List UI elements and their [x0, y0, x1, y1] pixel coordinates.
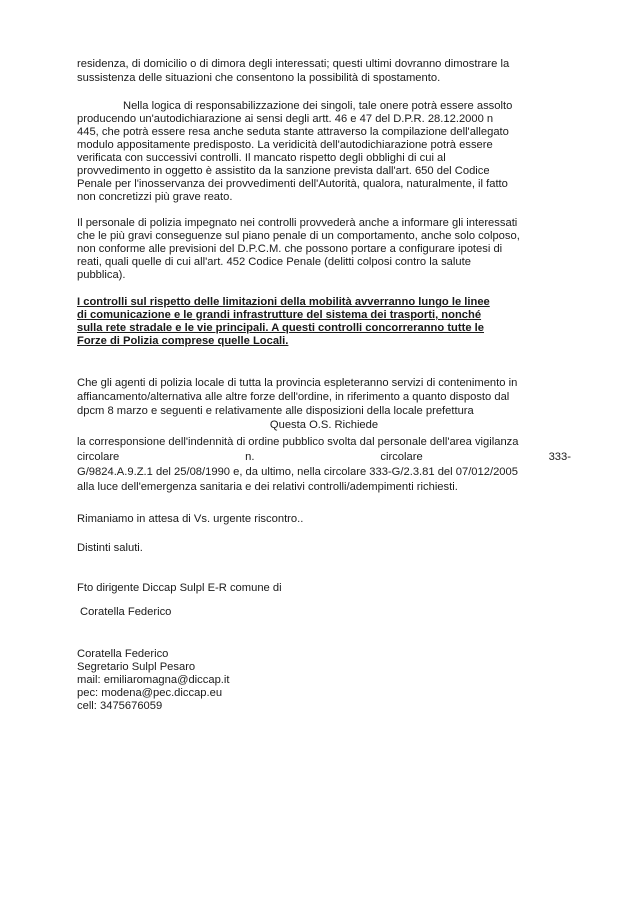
personale-line-1: Il personale di polizia impegnato nei controlli provvederà anche a informare gli interessati [77, 217, 518, 229]
controlli-line-4: Forze di Polizia comprese quelle Locali. [77, 335, 289, 347]
firma-titolo: Fto dirigente Diccap Sulpl E-R comune di [77, 582, 282, 594]
signature-role: Segretario Sulpl Pesaro [77, 661, 196, 673]
intro-line-2: sussistenza delle situazioni che consentono la possibilità di spostamento. [77, 72, 441, 84]
personale-line-3: non conforme alle previsioni del D.P.C.M. che possono portare a configurare ipotesi di [77, 243, 503, 255]
controlli-line-2: di comunicazione e le grandi infrastrutture del sistema dei trasporti, nonché [77, 309, 482, 321]
circolare-word-2: circolare [380, 451, 423, 463]
circolare-line-2: alla luce dell'emergenza sanitaria e dei relativi controlli/adempimenti richiesti. [77, 481, 458, 493]
personale-line-5: pubblica). [77, 269, 126, 281]
attesa-line: Rimaniamo in attesa di Vs. urgente riscontro.. [77, 513, 304, 525]
resp-line-5: verificata con successivi controlli. Il mancato rispetto degli obblighi di cui al [77, 152, 446, 164]
resp-line-4: modulo appositamente predisposto. La veridicità dell'autodichiarazione potrà essere [77, 139, 493, 151]
circolare-word-1: circolare [77, 451, 120, 463]
circolare-number: n. [245, 451, 255, 463]
signature-name: Coratella Federico [77, 648, 169, 660]
controlli-line-1: I controlli sul rispetto delle limitazioni della mobilità avverranno lungo le linee [77, 296, 490, 308]
agenti-line-3: dpcm 8 marzo e seguenti e relativamente alle disposizioni della locale prefettura [77, 405, 474, 417]
resp-line-3: 445, che potrà essere resa anche seduta stante attraverso la compilazione dell'allegato [77, 126, 509, 138]
intro-line-1: residenza, di domicilio o di dimora degli interessati; questi ultimi dovranno dimostrare la [77, 58, 510, 70]
resp-line-8: non concretizzi più grave reato. [77, 191, 233, 203]
circolare-line-1: G/9824.A.9.Z.1 del 25/08/1990 e, da ultimo, nella circolare 333-G/2.3.81 del 07/012/2005 [77, 466, 518, 478]
agenti-line-2: affiancamento/alternativa alle altre forze dell'ordine, in riferimento a quanto disposto dal [77, 391, 510, 403]
resp-line-2: producendo un'autodichiarazione ai sensi degli artt. 46 e 47 del D.P.R. 28.12.2000 n [77, 113, 494, 125]
signature-pec: pec: modena@pec.diccap.eu [77, 687, 223, 699]
circolare-row [77, 451, 571, 464]
resp-line-6: provvedimento in oggetto è assistito da la sanzione prevista dall'art. 650 del Codice [77, 165, 490, 177]
signature-phone: cell: 3475676059 [77, 700, 163, 712]
personale-line-4: reati, quali quelle di cui all'art. 452 Codice Penale (delitti colposi contro la salute [77, 256, 471, 268]
controlli-line-3: sulla rete stradale e le vie principali. A questi controlli concorreranno tutte le [77, 322, 485, 334]
signature-mail: mail: emiliaromagna@diccap.it [77, 674, 230, 686]
resp-line-1: Nella logica di responsabilizzazione dei singoli, tale onere potrà essere assolto [123, 100, 513, 112]
resp-line-7: Penale per l'inosservanza dei provvedimenti dell'Autorità, qualora, naturalmente, il fatto [77, 178, 508, 190]
firma-nome: Coratella Federico [80, 606, 172, 618]
richiede-heading: Questa O.S. Richiede [269, 419, 379, 431]
saluti-line: Distinti saluti. [77, 542, 143, 554]
personale-line-2: che le più gravi conseguenze sul piano penale di un comportamento, anche solo colposo, [77, 230, 520, 242]
agenti-line-1: Che gli agenti di polizia locale di tutta la provincia espleteranno servizi di contenimento in [77, 377, 518, 389]
richiede-line-1: la corresponsione dell'indennità di ordine pubblico svolta dal personale dell'area vigilanza [77, 436, 519, 448]
circolare-code: 333- [548, 451, 571, 463]
